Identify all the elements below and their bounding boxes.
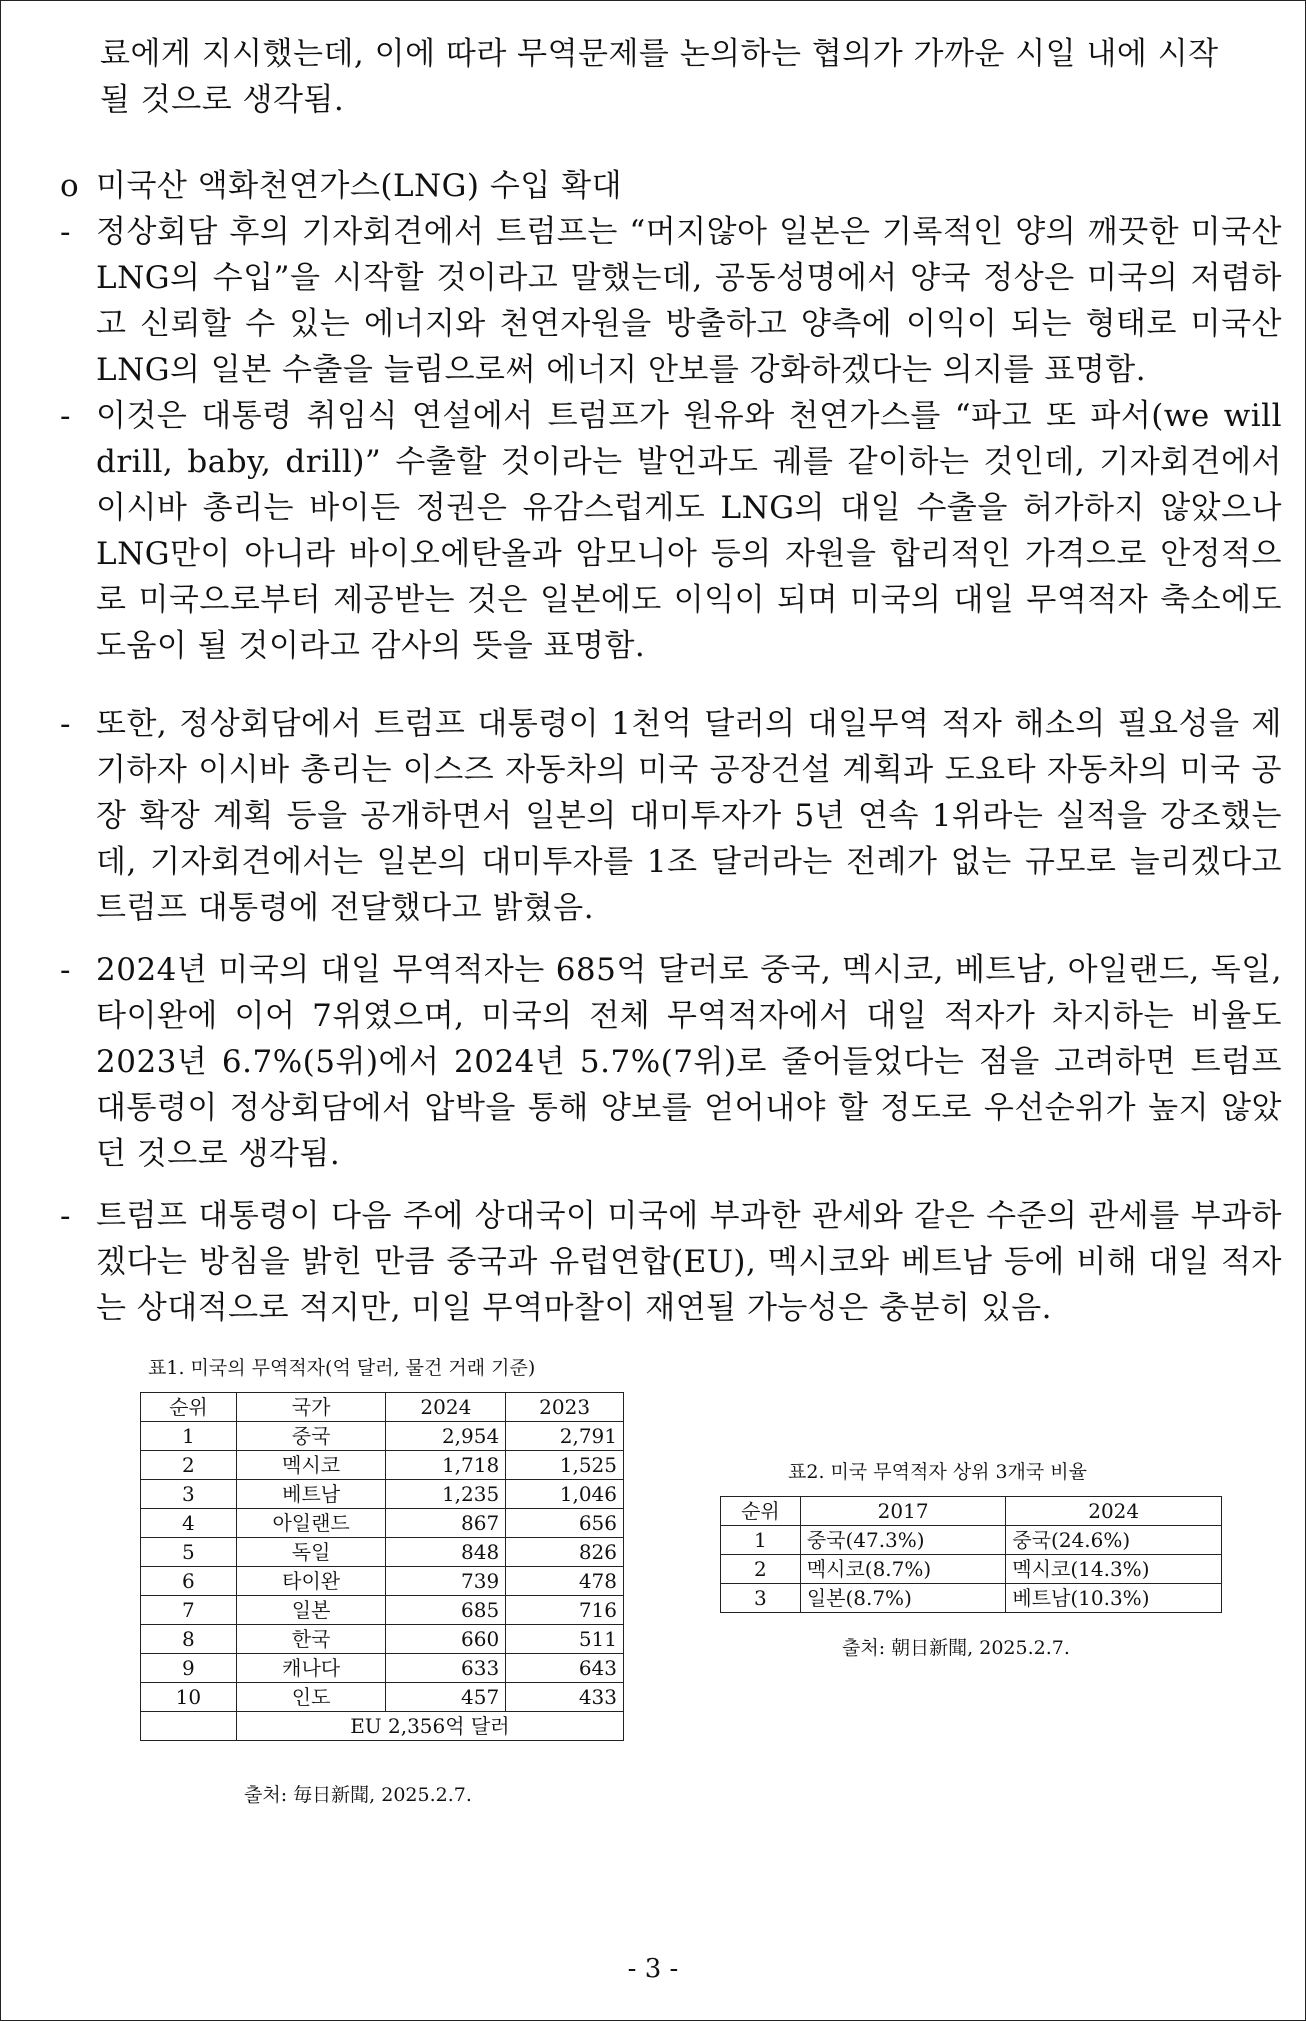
country-cell: 타이완 bbox=[236, 1567, 386, 1596]
bullet-text-2: 이것은 대통령 취임식 연설에서 트럼프가 원유와 천연가스를 “파고 또 파서(we will drill, baby, drill)” 수출할 것이라는 발언과도 궤를 같이하는 것인데, 기자회견에서 이시바 총리는 바이든 정권은 유감스럽게도 LNG의 대일 수출을 허가하지 않았으나 LNG만이 아니라 바이오에탄올과 암모니아 등의 자원을 합리적인 가격으로 안정적으로 미국으로부터 제공받는 것은 일본에도 이익이 되며 미국의 대일 무역적자 축소에도 도움이 될 것이라고 감사의 뜻을 표명함. bbox=[96, 398, 1282, 664]
bullet-paragraph-4 bbox=[60, 947, 1282, 1177]
table1-source: 출처: 毎日新聞, 2025.2.7. bbox=[244, 1784, 472, 1806]
rank-cell: 7 bbox=[141, 1596, 237, 1625]
bullet-marker: - bbox=[60, 214, 71, 250]
value-2024-cell: 1,718 bbox=[386, 1451, 506, 1480]
rank-cell: 6 bbox=[141, 1567, 237, 1596]
table-row bbox=[141, 1567, 624, 1596]
rank-cell: 10 bbox=[141, 1683, 237, 1712]
bullet-marker: - bbox=[60, 952, 71, 988]
value-2024-cell: 633 bbox=[386, 1654, 506, 1683]
table1-footer-row bbox=[141, 1712, 624, 1741]
country-cell: 인도 bbox=[236, 1683, 386, 1712]
rank-cell: 8 bbox=[141, 1625, 237, 1654]
table-row bbox=[141, 1422, 624, 1451]
section-heading-text: 미국산 액화천연가스(LNG) 수입 확대 bbox=[96, 168, 623, 204]
table-row bbox=[721, 1526, 1222, 1555]
bullet-text-5: 트럼프 대통령이 다음 주에 상대국이 미국에 부과한 관세와 같은 수준의 관세를 부과하겠다는 방침을 밝힌 만큼 중국과 유럽연합(EU), 멕시코와 베트남 등에 비해 대일 적자는 상대적으로 적지만, 미일 무역마찰이 재연될 가능성은 충분히 있음. bbox=[96, 1198, 1282, 1326]
table1-header-rank: 순위 bbox=[141, 1393, 237, 1422]
rank-cell: 4 bbox=[141, 1509, 237, 1538]
value-2023-cell: 2,791 bbox=[506, 1422, 624, 1451]
value-2023-cell: 1,525 bbox=[506, 1451, 624, 1480]
rank-cell: 2 bbox=[721, 1555, 801, 1584]
value-2023-cell: 826 bbox=[506, 1538, 624, 1567]
table2-header-rank: 순위 bbox=[721, 1497, 801, 1526]
country-cell: 한국 bbox=[236, 1625, 386, 1654]
country-cell: 일본 bbox=[236, 1596, 386, 1625]
share-2017-cell: 일본(8.7%) bbox=[800, 1584, 1006, 1613]
value-2023-cell: 1,046 bbox=[506, 1480, 624, 1509]
table-row bbox=[141, 1538, 624, 1567]
intro-paragraph bbox=[60, 31, 1246, 123]
share-2017-cell: 중국(47.3%) bbox=[800, 1526, 1006, 1555]
value-2024-cell: 660 bbox=[386, 1625, 506, 1654]
bullet-paragraph-3 bbox=[60, 701, 1282, 931]
table-row bbox=[141, 1451, 624, 1480]
value-2023-cell: 433 bbox=[506, 1683, 624, 1712]
value-2023-cell: 511 bbox=[506, 1625, 624, 1654]
country-cell: 아일랜드 bbox=[236, 1509, 386, 1538]
page-number: - 3 - bbox=[627, 1954, 679, 1984]
value-2023-cell: 656 bbox=[506, 1509, 624, 1538]
rank-cell: 2 bbox=[141, 1451, 237, 1480]
country-cell: 멕시코 bbox=[236, 1451, 386, 1480]
table1-header-2023: 2023 bbox=[506, 1393, 624, 1422]
value-2023-cell: 716 bbox=[506, 1596, 624, 1625]
table1-footer-empty bbox=[141, 1712, 237, 1741]
intro-line-1: 료에게 지시했는데, 이에 따라 무역문제를 논의하는 협의가 가까운 시일 내에 시작 bbox=[100, 36, 1219, 72]
bullet-text-3: 또한, 정상회담에서 트럼프 대통령이 1천억 달러의 대일무역 적자 해소의 필요성을 제기하자 이시바 총리는 이스즈 자동차의 미국 공장건설 계획과 도요타 자동차의 미국 공장 확장 계획 등을 공개하면서 일본의 대미투자가 5년 연속 1위라는 실적을 강조했는데, 기자회견에서는 일본의 대미투자를 1조 달러라는 전례가 없는 규모로 늘리겠다고 트럼프 대통령에 전달했다고 밝혔음. bbox=[96, 706, 1282, 926]
value-2024-cell: 848 bbox=[386, 1538, 506, 1567]
table2-header-row bbox=[721, 1497, 1222, 1526]
bullet-marker: - bbox=[60, 398, 71, 434]
value-2024-cell: 457 bbox=[386, 1683, 506, 1712]
bullet-paragraph-2 bbox=[60, 393, 1282, 669]
bullet-marker: - bbox=[60, 706, 71, 742]
rank-cell: 5 bbox=[141, 1538, 237, 1567]
value-2024-cell: 1,235 bbox=[386, 1480, 506, 1509]
table1-header-country: 국가 bbox=[236, 1393, 386, 1422]
country-cell: 독일 bbox=[236, 1538, 386, 1567]
table-row bbox=[141, 1654, 624, 1683]
bullet-marker: - bbox=[60, 1198, 71, 1234]
share-2024-cell: 중국(24.6%) bbox=[1006, 1526, 1222, 1555]
rank-cell: 3 bbox=[721, 1584, 801, 1613]
rank-cell: 3 bbox=[141, 1480, 237, 1509]
value-2024-cell: 2,954 bbox=[386, 1422, 506, 1451]
table-row bbox=[721, 1584, 1222, 1613]
table-row bbox=[141, 1683, 624, 1712]
country-cell: 베트남 bbox=[236, 1480, 386, 1509]
table2-caption: 표2. 미국 무역적자 상위 3개국 비율 bbox=[788, 1461, 1088, 1483]
value-2023-cell: 478 bbox=[506, 1567, 624, 1596]
bullet-text-1: 정상회담 후의 기자회견에서 트럼프는 “머지않아 일본은 기록적인 양의 깨끗한 미국산 LNG의 수입”을 시작할 것이라고 말했는데, 공동성명에서 양국 정상은 미국의 저렴하고 신뢰할 수 있는 에너지와 천연자원을 방출하고 양측에 이익이 되는 형태로 미국산 LNG의 일본 수출을 늘림으로써 에너지 안보를 강화하겠다는 의지를 표명함. bbox=[96, 214, 1282, 388]
table-row bbox=[721, 1555, 1222, 1584]
value-2024-cell: 739 bbox=[386, 1567, 506, 1596]
rank-cell: 1 bbox=[721, 1526, 801, 1555]
table2-header-2017: 2017 bbox=[800, 1497, 1006, 1526]
table1-caption: 표1. 미국의 무역적자(억 달러, 물건 거래 기준) bbox=[148, 1357, 536, 1379]
rank-cell: 9 bbox=[141, 1654, 237, 1683]
table-row bbox=[141, 1596, 624, 1625]
country-cell: 캐나다 bbox=[236, 1654, 386, 1683]
value-2024-cell: 867 bbox=[386, 1509, 506, 1538]
bullet-paragraph-1 bbox=[60, 209, 1282, 393]
section-marker: o bbox=[60, 168, 80, 204]
table2-header-2024: 2024 bbox=[1006, 1497, 1222, 1526]
section-heading bbox=[60, 163, 1246, 209]
table-row bbox=[141, 1509, 624, 1538]
table2 bbox=[720, 1496, 1222, 1613]
share-2024-cell: 베트남(10.3%) bbox=[1006, 1584, 1222, 1613]
table-row bbox=[141, 1480, 624, 1509]
value-2023-cell: 643 bbox=[506, 1654, 624, 1683]
share-2024-cell: 멕시코(14.3%) bbox=[1006, 1555, 1222, 1584]
country-cell: 중국 bbox=[236, 1422, 386, 1451]
bullet-text-4: 2024년 미국의 대일 무역적자는 685억 달러로 중국, 멕시코, 베트남, 아일랜드, 독일, 타이완에 이어 7위였으며, 미국의 전체 무역적자에서 대일 적자가 차지하는 비율도 2023년 6.7%(5위)에서 2024년 5.7%(7위)로 줄어들었다는 점을 고려하면 트럼프 대통령이 정상회담에서 압박을 통해 양보를 얻어내야 할 정도로 우선순위가 높지 않았던 것으로 생각됨. bbox=[96, 952, 1282, 1172]
table1-header-2024: 2024 bbox=[386, 1393, 506, 1422]
table-row bbox=[141, 1625, 624, 1654]
table1-header-row bbox=[141, 1393, 624, 1422]
bullet-paragraph-5 bbox=[60, 1193, 1282, 1331]
intro-line-2: 될 것으로 생각됨. bbox=[100, 82, 345, 118]
table1 bbox=[140, 1392, 624, 1741]
table1-footer-eu: EU 2,356억 달러 bbox=[236, 1712, 623, 1741]
table2-source: 출처: 朝日新聞, 2025.2.7. bbox=[842, 1637, 1070, 1659]
value-2024-cell: 685 bbox=[386, 1596, 506, 1625]
share-2017-cell: 멕시코(8.7%) bbox=[800, 1555, 1006, 1584]
rank-cell: 1 bbox=[141, 1422, 237, 1451]
